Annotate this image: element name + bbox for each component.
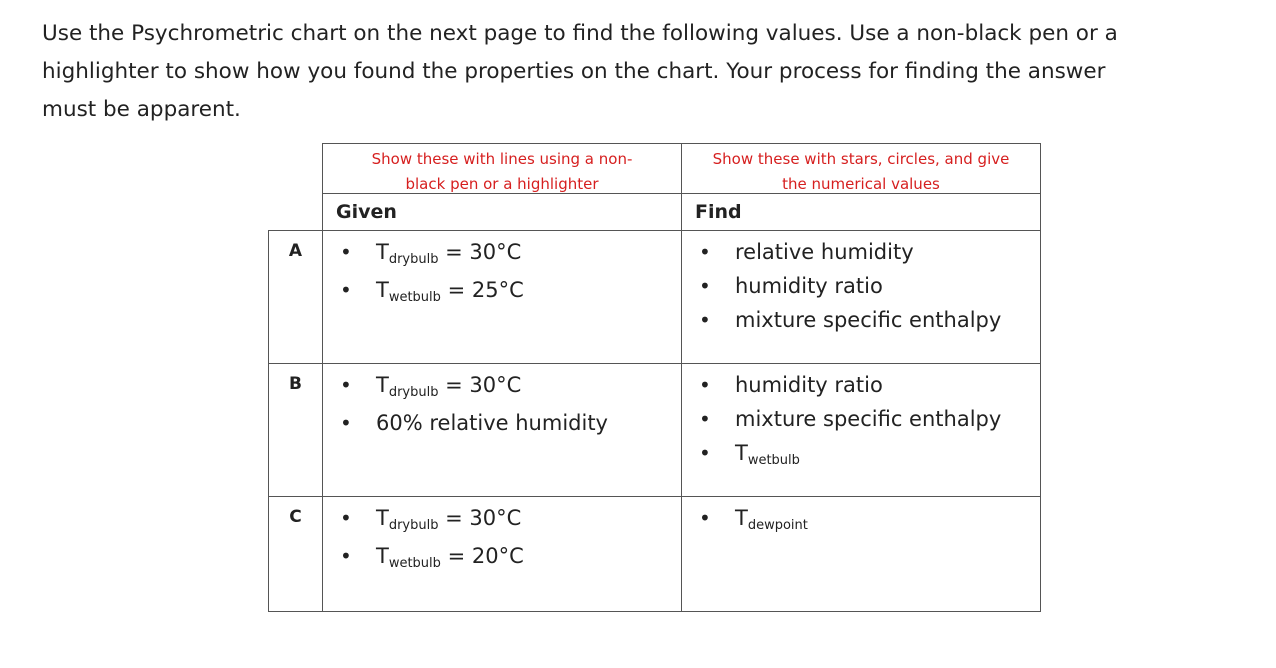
list-item: • Twetbulb = 20°C bbox=[323, 539, 681, 577]
instructions-line-1: Use the Psychrometric chart on the next page to find the following values. Use a non-black pen or a bbox=[42, 21, 1118, 46]
empty-header-cell bbox=[269, 194, 323, 231]
given-header: Given bbox=[323, 194, 682, 231]
list-item: • relative humidity bbox=[682, 235, 1040, 269]
list-item: • humidity ratio bbox=[682, 269, 1040, 303]
list-item: • 60% relative humidity bbox=[323, 406, 681, 440]
list-item: • humidity ratio bbox=[682, 368, 1040, 402]
list-item: • Tdrybulb = 30°C bbox=[323, 501, 681, 539]
list-item: • Twetbulb bbox=[682, 436, 1040, 474]
find-cell bbox=[682, 364, 1041, 497]
given-note-cell bbox=[323, 144, 682, 194]
empty-corner-cell bbox=[269, 144, 323, 194]
table-row bbox=[269, 231, 1041, 364]
header-row bbox=[269, 194, 1041, 231]
table-row bbox=[269, 364, 1041, 497]
find-cell bbox=[682, 231, 1041, 364]
find-header: Find bbox=[682, 194, 1041, 231]
list-item: • Tdrybulb = 30°C bbox=[323, 235, 681, 273]
table-row bbox=[269, 497, 1041, 612]
find-note-line-1: Show these with stars, circles, and give bbox=[712, 150, 1010, 168]
note-row bbox=[269, 144, 1041, 194]
find-note-line-2: the numerical values bbox=[782, 175, 940, 193]
list-item: • Twetbulb = 25°C bbox=[323, 273, 681, 311]
row-letter: A bbox=[269, 231, 323, 364]
worksheet-table bbox=[268, 143, 1041, 612]
row-letter: C bbox=[269, 497, 323, 612]
given-cell bbox=[323, 497, 682, 612]
instructions bbox=[42, 15, 1242, 129]
find-note-cell bbox=[682, 144, 1041, 194]
instructions-line-2: highlighter to show how you found the properties on the chart. Your process for finding the answer bbox=[42, 59, 1106, 84]
list-item: • mixture specific enthalpy bbox=[682, 402, 1040, 436]
given-note-line-1: Show these with lines using a non- bbox=[371, 150, 633, 168]
given-cell bbox=[323, 364, 682, 497]
given-cell bbox=[323, 231, 682, 364]
instructions-line-3: must be apparent. bbox=[42, 97, 241, 122]
row-letter: B bbox=[269, 364, 323, 497]
list-item: • Tdrybulb = 30°C bbox=[323, 368, 681, 406]
list-item: • mixture specific enthalpy bbox=[682, 303, 1040, 337]
given-note-line-2: black pen or a highlighter bbox=[405, 175, 599, 193]
find-cell bbox=[682, 497, 1041, 612]
list-item: • Tdewpoint bbox=[682, 501, 1040, 539]
